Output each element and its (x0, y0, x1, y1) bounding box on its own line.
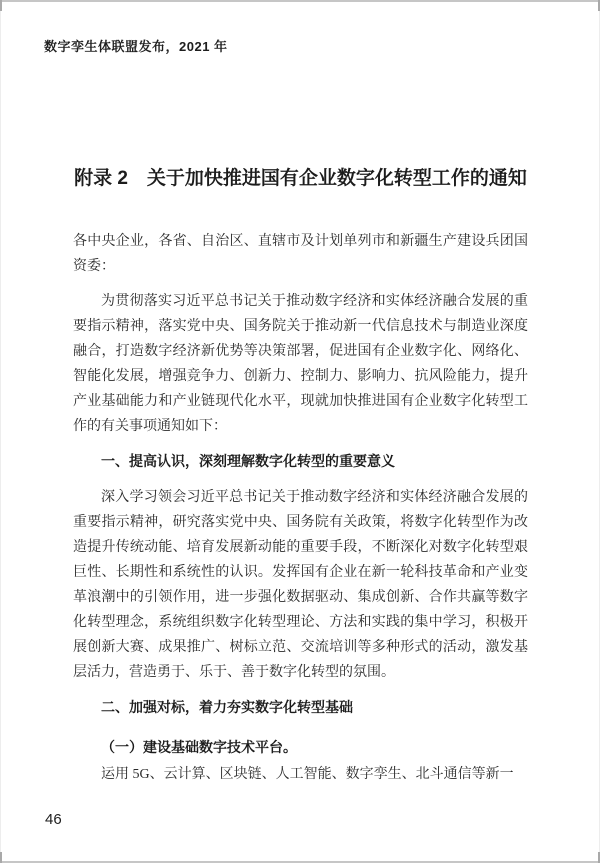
block-paragraph-1: 为贯彻落实习近平总书记关于推动数字经济和实体经济融合发展的重要指示精神，落实党中央、国务院关于推动新一代信息技术与制造业深度融合，打造数字经济新优势等决策部署，促进国有企业数字化、网络化、智能化发展，增强竞争力、创新力、控制力、影响力、抗风险能力，提升产业基础能力和产业链现代化水平，现就加快推进国有企业数字化转型工作的有关事项通知如下： (73, 294, 528, 434)
document-content (73, 164, 528, 797)
block-paragraph-3: 深入学习领会习近平总书记关于推动数字经济和实体经济融合发展的重要指示精神，研究落实党中央、国务院有关政策，将数字化转型作为改造提升传统动能、培育发展新动能的重要手段，不断深化对数字化转型艰巨性、长期性和系统性的认识。发挥国有企业在新一轮科技革命和产业变革浪潮中的引领作用，进一步强化数据驱动、集成创新、合作共赢等数字化转型理念，系统组织数字化转型理论、方法和实践的集中学习，积极开展创新大赛、成果推广、树标立范、交流培训等多种形式的活动，激发基层活力，营造勇于、乐于、善于数字化转型的氛围。 (73, 490, 528, 680)
block-subheading-5: （一）建设基础数字技术平台。 (101, 739, 297, 755)
document-body (73, 229, 528, 787)
block-heading-4: 二、加强对标，着力夯实数字化转型基础 (101, 699, 353, 715)
document-title: 附录 2 关于加快推进国有企业数字化转型工作的通知 (74, 168, 527, 189)
block-paragraph-6: 运用 5G、云计算、区块链、人工智能、数字孪生、北斗通信等新一 (101, 767, 514, 782)
page-edge-top (0, 0, 600, 2)
page-corner-bottom-left (0, 852, 2, 863)
page-number: 46 (45, 811, 62, 828)
block-salutation-0: 各中央企业，各省、自治区、直辖市及计划单列市和新疆生产建设兵团国资委： (73, 234, 528, 274)
block-heading-2: 一、提高认识，深刻理解数字化转型的重要意义 (101, 453, 395, 469)
page-edge-left (0, 0, 1, 863)
running-header-publisher: 数字孪生体联盟发布，2021 年 (44, 39, 228, 54)
page-corner-top-left (0, 0, 2, 11)
